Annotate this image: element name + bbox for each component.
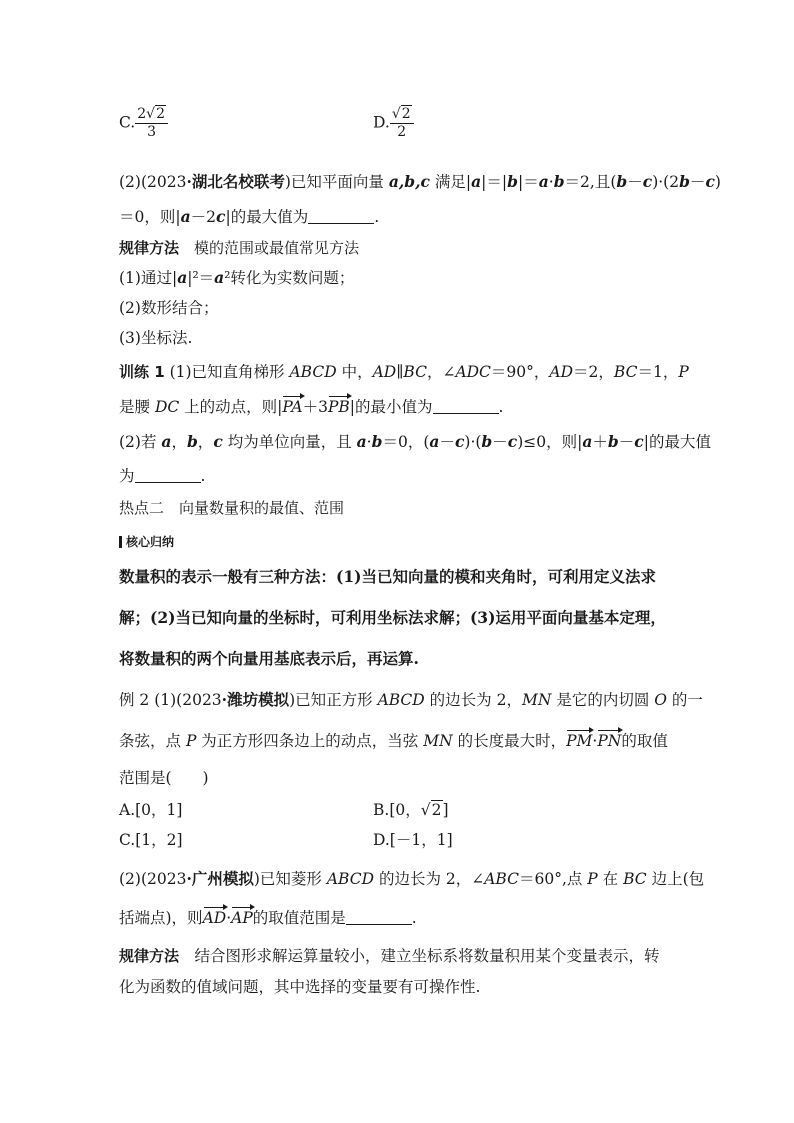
vector-pa: PA <box>282 398 303 416</box>
example-2-q2-line-1: (2)(2023·广州模拟)已知菱形 ABCD 的边长为 2，∠ABC＝60°,点 P 在 BC 边上(包 <box>119 869 705 888</box>
option-d-fraction: $\frac{√2}{2}$ <box>390 106 414 141</box>
sqrt-symbol: √2 <box>391 106 411 122</box>
answer-blank[interactable] <box>346 910 412 925</box>
option-b[interactable]: B.[0，√2] <box>373 801 449 819</box>
question-2-line-2: ＝0，则|a－2c|的最大值为 . <box>119 207 380 226</box>
training-1-q2-line-1: (2)若 a，b，c 均为单位向量，且 a·b＝0，(a－c)·(b－c)≤0，则|a＋b－c|的最大值 <box>119 432 711 451</box>
summary-line-3: 将数量积的两个向量用基底表示后，再运算. <box>119 649 419 668</box>
vector-ap: AP <box>231 909 253 927</box>
option-d-2[interactable]: D.[－1，1] <box>373 831 453 849</box>
training-1-q2-line-2: 为 . <box>119 467 206 485</box>
answer-blank[interactable] <box>308 209 374 224</box>
option-d <box>373 106 414 141</box>
training-1-line-2: 是腰 DC 上的动点，则|PA＋3PB|的最小值为 . <box>119 398 504 416</box>
vector-pb: PB <box>327 398 350 416</box>
option-c-2[interactable]: C.[1，2] <box>119 831 183 849</box>
rule-1-item-2: (2)数形结合； <box>119 299 219 317</box>
example-2-q2-line-2: 括端点)，则AD·AP的取值范围是 . <box>119 909 417 927</box>
rule-1-item-3: (3)坐标法. <box>119 329 193 347</box>
rule-2-line-2: 化为函数的值域问题，其中选择的变量要有可操作性. <box>119 978 481 996</box>
rule-2-line-1: 规律方法 结合图形求解运算量较小，建立坐标系将数量积用某个变量表示，转 <box>119 947 660 965</box>
vector-pm: PM <box>566 732 593 750</box>
option-c <box>119 106 168 141</box>
training-1-line-1: 训练 1 (1)已知直角梯形 ABCD 中，AD∥BC，∠ADC＝90°，AD＝2，BC＝1，P <box>119 363 689 381</box>
answer-blank[interactable] <box>135 468 201 483</box>
sqrt-symbol: √2 <box>146 106 165 122</box>
vector-ad: AD <box>202 909 227 927</box>
vector-pn: PN <box>597 732 622 750</box>
option-c-fraction: $\frac{2√2}{3}$ <box>135 106 168 141</box>
summary-line-2: 解；(2)当已知向量的坐标时，可利用坐标法求解；(3)运用平面向量基本定理， <box>119 608 666 627</box>
example-2-line-1: 例 2 (1)(2023·潍坊模拟)已知正方形 ABCD 的边长为 2，MN 是它的内切圆 O 的一 <box>119 690 703 709</box>
summary-line-1: 数量积的表示一般有三种方法：(1)当已知向量的模和夹角时，可利用定义法求 <box>119 567 656 586</box>
rule-1-item-1: (1)通过|a|²＝a²转化为实数问题； <box>119 268 355 287</box>
example-2-line-3: 范围是( ) <box>119 769 209 787</box>
option-d-label: D. <box>373 113 390 132</box>
question-2-line-1: (2)(2023·湖北名校联考)已知平面向量 a,b,c 满足|a|＝|b|＝a·b＝2,且(b－c)·(2b－c) <box>119 172 721 191</box>
option-c-label: C. <box>119 113 136 132</box>
rule-1-heading: 规律方法 模的范围或最值常见方法 <box>119 239 360 257</box>
option-a[interactable]: A.[0，1] <box>119 801 183 819</box>
sqrt-symbol: √2 <box>420 801 442 819</box>
hot-point-2-heading: 热点二 向量数量积的最值、范围 <box>119 499 345 517</box>
answer-blank[interactable] <box>433 399 499 414</box>
core-induction-label: 核心归纳 <box>119 532 174 552</box>
example-2-line-2: 条弦，点 P 为正方形四条边上的动点，当弦 MN 的长度最大时，PM·PN的取值 <box>119 732 668 750</box>
label-bar-icon <box>119 536 122 548</box>
